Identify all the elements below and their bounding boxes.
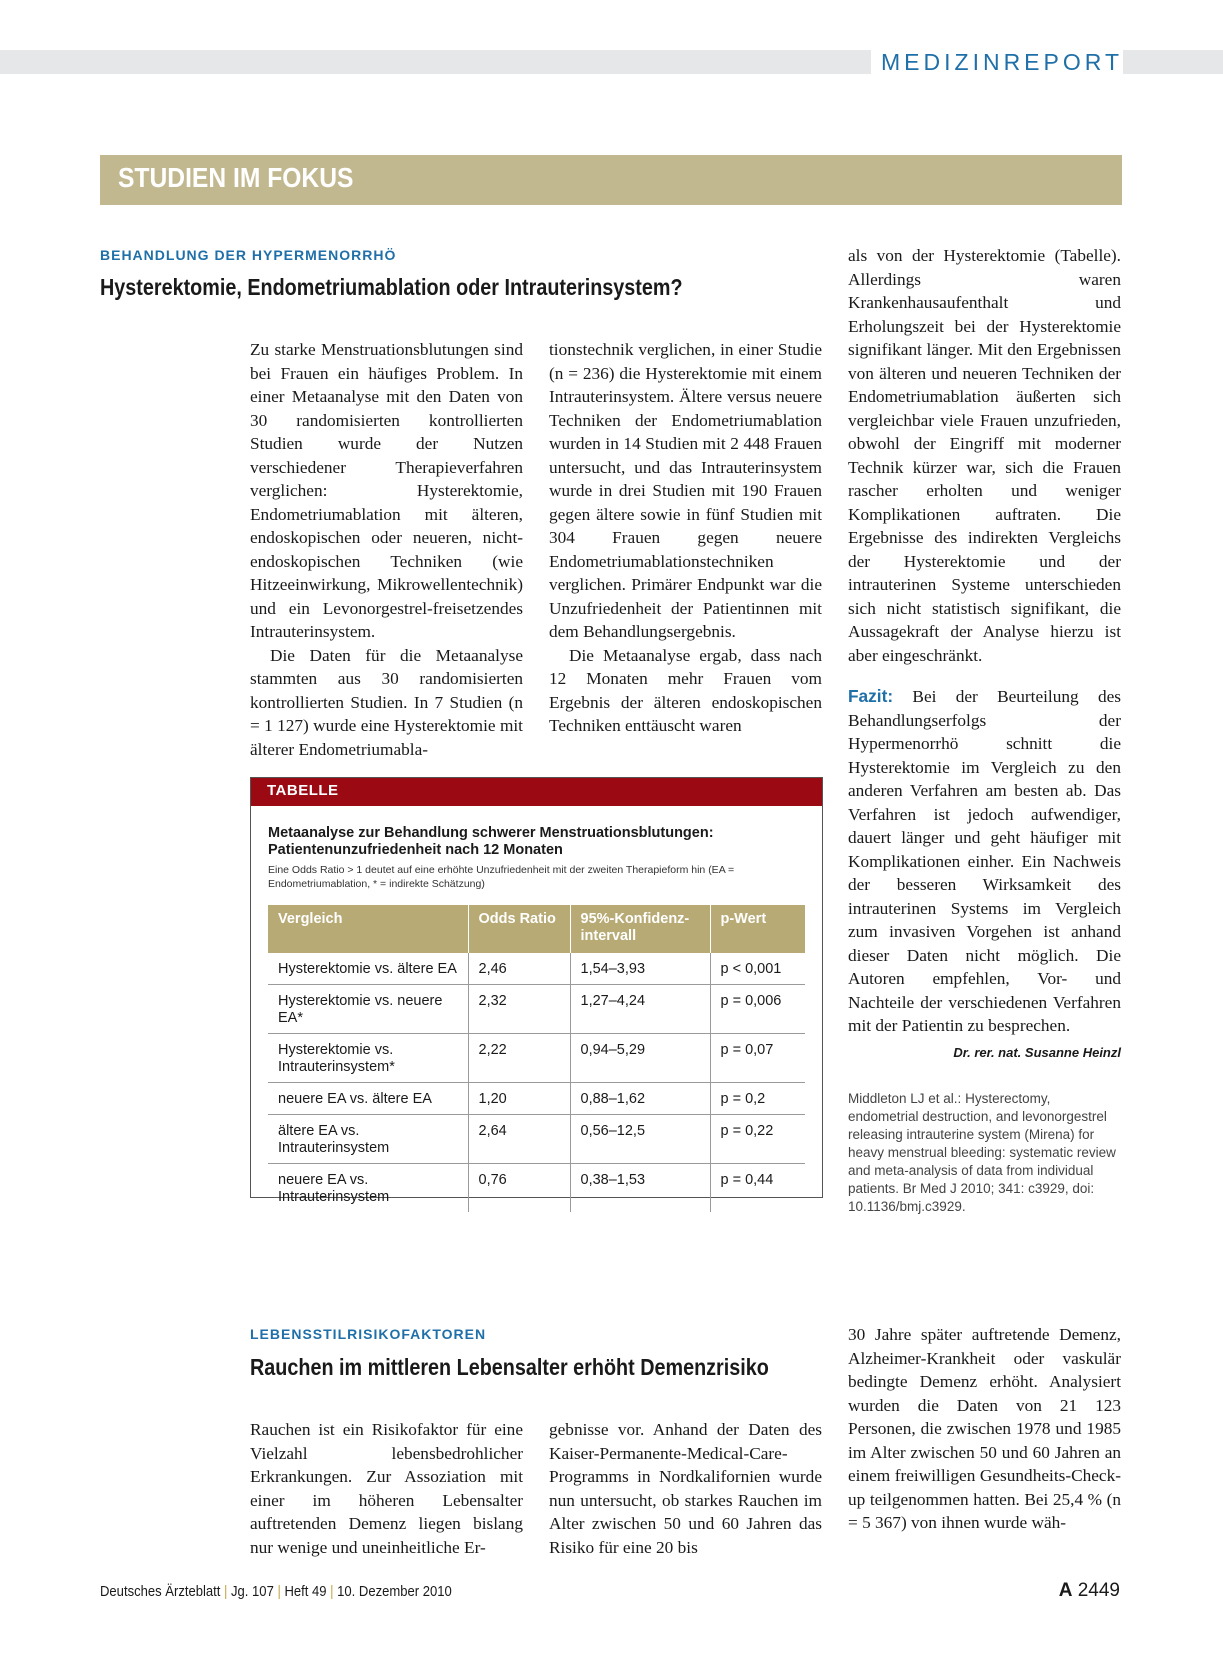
journal-volume: Jg. 107 xyxy=(231,1584,274,1600)
paragraph: Die Daten für die Metaanalyse stammten aus 30 randomisierten kontrollierten Studien. In 7 Studien (n = 1 127) wurde eine Hysterektomie mit älterer Endometriumabla- xyxy=(250,645,523,759)
separator: | xyxy=(277,1584,281,1600)
paragraph: gebnisse vor. Anhand der Daten des Kaiser-Permanente-Medical-Care-Programms in Nordkalifornien wurde nun untersucht, ob starkes Rauchen im Alter zwischen 50 und 60 Jahren das Risiko für eine 20 bis xyxy=(549,1420,822,1557)
fazit-paragraph xyxy=(848,685,1121,1038)
table-row xyxy=(268,1083,805,1115)
table-header-bar xyxy=(251,778,822,806)
article1-column-2 xyxy=(549,338,822,738)
table-row xyxy=(268,953,805,985)
author: Dr. rer. nat. Susanne Heinzl xyxy=(953,1044,1121,1060)
table-cell: 2,64 xyxy=(468,1115,570,1164)
table-cell: p = 0,07 xyxy=(710,1034,805,1083)
article1-column-3 xyxy=(848,244,1121,1062)
table-box xyxy=(250,777,823,1205)
column-header: Vergleich xyxy=(268,905,468,953)
table-cell: p < 0,001 xyxy=(710,953,805,985)
journal-date: 10. Dezember 2010 xyxy=(337,1584,452,1600)
banner-title: STUDIEN IM FOKUS xyxy=(118,162,354,193)
table-title: Metaanalyse zur Behandlung schwerer Menstruationsblutungen: Patientenunzufriedenheit nach 12 Monaten xyxy=(268,825,714,858)
table-cell: 1,20 xyxy=(468,1083,570,1115)
article1-kicker: BEHANDLUNG DER HYPERMENORRHÖ xyxy=(100,247,397,263)
table-cell: p = 0,44 xyxy=(720,1172,774,1188)
table-row xyxy=(268,1115,805,1164)
article2-title: Rauchen im mittleren Lebensalter erhöht Demenzrisiko xyxy=(250,1354,769,1380)
table-cell: 2,22 xyxy=(468,1034,570,1083)
page-prefix: A xyxy=(1058,1580,1073,1601)
table-row xyxy=(268,985,805,1034)
separator: | xyxy=(224,1584,228,1600)
article2-column-3 xyxy=(848,1323,1121,1535)
table-cell: 0,94–5,29 xyxy=(570,1034,710,1083)
table-row xyxy=(268,1034,805,1083)
article1-title: Hysterektomie, Endometriumablation oder Intrauterinsystem? xyxy=(100,274,683,300)
table-cell: p = 0,22 xyxy=(710,1115,805,1164)
table-note: Eine Odds Ratio > 1 deutet auf eine erhöhte Unzufriedenheit mit der zweiten Therapieform hin (EA = Endometriumablation, * = indirekte Schätzung) xyxy=(268,864,735,890)
table-cell: ältere EA vs. Intrauterinsystem xyxy=(268,1115,468,1164)
section-label: MEDIZINREPORT xyxy=(871,48,1123,76)
journal-issue: Heft 49 xyxy=(284,1584,327,1600)
separator: | xyxy=(330,1584,334,1600)
table-cell: 2,46 xyxy=(468,953,570,985)
journal-name: Deutsches Ärzteblatt xyxy=(100,1584,221,1600)
reference: Middleton LJ et al.: Hysterectomy, endometrial destruction, and levonorgestrel releasing intrauterine system (Mirena) for heavy menstrual bleeding: systematic review and meta-analysis of data from individual patients. Br Med J 2010; 341: c3929, doi: 10.1136/bmj.c3929. xyxy=(848,1091,1116,1214)
paragraph: als von der Hysterektomie (Tabelle). Allerdings waren Krankenhausaufenthalt und Erholungszeit bei der Hysterektomie signifikant länger. Mit den Ergebnissen von älteren und neueren Techniken der Endometriumablation äußerten sich vergleichbar viele Frauen unzufrieden, obwohl der Eingriff mit moderner Technik kürzer war, sich die Frauen rascher erholten und weniger Komplikationen auftraten. Die Ergebnisse des indirekten Vergleichs der Hysterektomie und der intrauterinen Systeme unterschieden sich nicht statistisch signifikant, die Aussagekraft der Analyse hierzu ist aber eingeschränkt. xyxy=(848,246,1121,665)
article1-column-1 xyxy=(250,338,523,761)
fazit-text: Bei der Beurteilung des Behandlungserfolgs der Hypermenorrhö schnitt die Hysterektomie im Vergleich zu den anderen Verfahren am besten ab. Das Verfahren ist jedoch aufwendiger, dauert länger und geht häufiger mit Komplikationen einher. Ein Nachweis der besseren Wirksamkeit des intrauterinen Systems im Vergleich zum invasiven Vorgehen ist anhand dieser Daten nicht möglich. Die Autoren empfehlen, Vor- und Nachteile der verschiedenen Verfahren mit der Patientin zu besprechen. xyxy=(848,687,1121,1035)
table-label: TABELLE xyxy=(267,782,339,799)
table-cell: Hysterektomie vs. Intrauterinsystem* xyxy=(268,1034,468,1083)
paragraph: Zu starke Menstruationsblutungen sind bei Frauen ein häufiges Problem. In einer Metaanalyse mit den Daten von 30 randomisierten kontrollierten Studien wurde der Nutzen verschiedener Therapieverfahren verglichen: Hysterektomie, Endometriumablation mit älteren, endoskopischen oder neueren, nicht-endoskopischen Techniken (wie Hitzeeinwirkung, Mikrowellentechnik) und ein Levonorgestrel-freisetzendes Intrauterinsystem. xyxy=(250,340,523,641)
column-header: 95%-Konfidenz-intervall xyxy=(570,905,710,953)
table-cell: 0,76 xyxy=(468,1164,570,1213)
column-header: Odds Ratio xyxy=(468,905,570,953)
paragraph: tionstechnik verglichen, in einer Studie (n = 236) die Hysterektomie mit einem Intrauterinsystem. Ältere versus neuere Techniken der Endometriumablation wurden in 14 Studien mit 2 448 Frauen untersucht, und das Intrauterinsystem wurde in drei Studien mit 190 Frauen gegen ältere sowie in fünf Studien mit 304 Frauen gegen neuere Endometriumablationstechniken verglichen. Primärer Endpunkt war die Unzufriedenheit der Patientinnen mit dem Behandlungsergebnis. xyxy=(549,340,822,641)
table-cell: Hysterektomie vs. ältere EA xyxy=(268,953,468,985)
paragraph: Die Metaanalyse ergab, dass nach 12 Monaten mehr Frauen vom Ergebnis der älteren endoskopischen Techniken enttäuscht waren xyxy=(549,645,822,735)
table-row xyxy=(268,1164,805,1213)
paragraph: 30 Jahre später auftretende Demenz, Alzheimer-Krankheit oder vaskulär bedingte Demenz erhöht. Analysiert wurden die Daten von 21 123 Personen, die zwischen 1978 und 1985 im Alter zwischen 50 und 60 Jahren an einem freiwilligen Gesundheits-Check-up teilgenommen hatten. Bei 25,4 % (n = 5 367) von ihnen wurde wäh- xyxy=(848,1325,1121,1532)
table-cell: p = 0,2 xyxy=(710,1083,805,1115)
table-cell: neuere EA vs. Intrauterinsystem xyxy=(268,1164,468,1213)
paragraph: Rauchen ist ein Risikofaktor für eine Vielzahl lebensbedrohlicher Erkrankungen. Zur Assoziation mit einer im höheren Lebensalter auftretenden Demenz liegen bislang nur wenige und uneinheitliche Er- xyxy=(250,1420,523,1557)
table-cell: 0,38–1,53 xyxy=(570,1164,710,1213)
page-number-value: 2449 xyxy=(1077,1580,1120,1601)
article2-column-1 xyxy=(250,1418,523,1559)
footer xyxy=(100,1584,452,1600)
table-cell: 1,27–4,24 xyxy=(570,985,710,1034)
section-banner xyxy=(100,155,1122,205)
table-cell: neuere EA vs. ältere EA xyxy=(268,1083,468,1115)
table-cell: 2,32 xyxy=(468,985,570,1034)
table-cell: Hysterektomie vs. neuere EA* xyxy=(268,985,468,1034)
table-header-row xyxy=(268,905,805,953)
page-number xyxy=(1059,1580,1120,1602)
table-cell: p = 0,006 xyxy=(710,985,805,1034)
column-header: p-Wert xyxy=(710,905,805,953)
table-cell: 1,54–3,93 xyxy=(570,953,710,985)
data-table xyxy=(268,905,805,1212)
table-cell: 0,88–1,62 xyxy=(570,1083,710,1115)
article2-column-2 xyxy=(549,1418,822,1559)
table-cell: 0,56–12,5 xyxy=(570,1115,710,1164)
fazit-label: Fazit: xyxy=(848,686,894,706)
article2-kicker: LEBENSSTILRISIKOFAKTOREN xyxy=(250,1326,487,1342)
